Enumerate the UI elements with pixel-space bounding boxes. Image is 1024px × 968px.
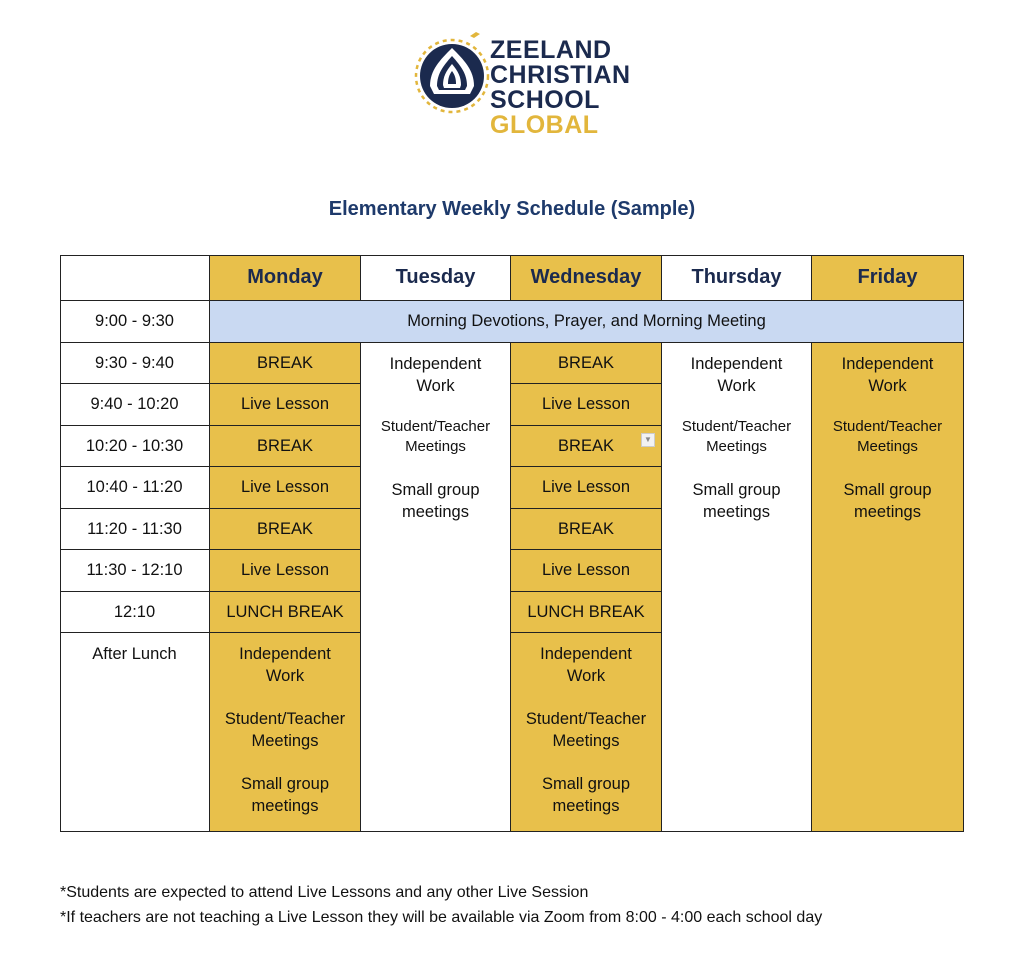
- cell-text: Small group: [391, 481, 480, 499]
- cell-text: Independent: [690, 355, 783, 373]
- cell-text: Student/Teacher: [380, 418, 491, 435]
- cell-text: meetings: [552, 797, 620, 815]
- time-cell: 11:30 - 12:10: [60, 550, 210, 592]
- time-cell: 9:00 - 9:30: [60, 301, 210, 343]
- cell-text: Meetings: [405, 438, 466, 455]
- cell-text: meetings: [251, 797, 319, 815]
- session-cell: BREAK: [210, 343, 361, 384]
- cell-text: BREAK: [558, 436, 614, 455]
- open-day-cell-tuesday: [361, 343, 511, 832]
- cell-text: Student/Teacher: [832, 418, 943, 435]
- cell-text: Student/Teacher: [525, 710, 647, 728]
- logo-text-line: ZEELAND: [490, 36, 612, 64]
- cell-text: meetings: [402, 503, 469, 521]
- day-header-thursday: Thursday: [662, 255, 812, 301]
- day-header-tuesday: Tuesday: [361, 255, 511, 301]
- after-lunch-cell: [210, 633, 361, 832]
- time-cell: 10:20 - 10:30: [60, 426, 210, 467]
- cell-text: Small group: [843, 481, 932, 499]
- session-cell: Live Lesson: [210, 550, 361, 592]
- cell-text: Small group: [692, 481, 781, 499]
- cell-text: Small group: [541, 775, 631, 793]
- time-cell: 11:20 - 11:30: [60, 509, 210, 550]
- session-cell: [511, 426, 662, 467]
- cell-text: Independent: [389, 355, 482, 373]
- session-cell: Live Lesson: [210, 384, 361, 426]
- cell-text: Work: [416, 377, 455, 395]
- dropdown-arrow-icon[interactable]: ▼: [641, 433, 655, 447]
- time-cell: 9:40 - 10:20: [60, 384, 210, 426]
- time-cell: 12:10: [60, 592, 210, 633]
- session-cell: BREAK: [210, 426, 361, 467]
- cell-text: Student/Teacher: [224, 710, 346, 728]
- cell-text: Work: [717, 377, 756, 395]
- cell-text: Meetings: [706, 438, 767, 455]
- cell-text: Student/Teacher: [681, 418, 792, 435]
- cell-text: Meetings: [251, 732, 319, 750]
- session-cell: BREAK: [210, 509, 361, 550]
- schedule-table: [60, 255, 964, 832]
- corner-cell: [60, 255, 210, 301]
- morning-meeting-cell: Morning Devotions, Prayer, and Morning Meeting: [210, 301, 964, 343]
- session-cell: Live Lesson: [511, 550, 662, 592]
- session-cell: LUNCH BREAK: [210, 592, 361, 633]
- footnote: *Students are expected to attend Live Lessons and any other Live Session: [60, 884, 589, 901]
- time-cell: 10:40 - 11:20: [60, 467, 210, 509]
- day-header-wednesday: Wednesday: [511, 255, 662, 301]
- session-cell: LUNCH BREAK: [511, 592, 662, 633]
- day-header-monday: Monday: [210, 255, 361, 301]
- session-cell: BREAK: [511, 509, 662, 550]
- cell-text: Work: [265, 667, 305, 685]
- footnote: *If teachers are not teaching a Live Lesson they will be available via Zoom from 8:00 - 4:00 each school day: [60, 909, 823, 926]
- session-cell: Live Lesson: [210, 467, 361, 509]
- open-day-cell-thursday: [662, 343, 812, 832]
- page-title: Elementary Weekly Schedule (Sample): [328, 198, 696, 220]
- cell-text: meetings: [703, 503, 770, 521]
- cell-text: meetings: [854, 503, 921, 521]
- time-label: After Lunch: [92, 645, 177, 663]
- session-cell: Live Lesson: [511, 384, 662, 426]
- cell-text: Independent: [841, 355, 934, 373]
- cell-text: Meetings: [857, 438, 918, 455]
- cell-text: Independent: [239, 645, 331, 663]
- time-cell: [60, 633, 210, 832]
- after-lunch-cell: [511, 633, 662, 832]
- cell-text: Meetings: [552, 732, 620, 750]
- session-cell: Live Lesson: [511, 467, 662, 509]
- cell-text: Work: [868, 377, 907, 395]
- open-day-cell-friday: [812, 343, 964, 832]
- session-cell: BREAK: [511, 343, 662, 384]
- day-header-friday: Friday: [812, 255, 964, 301]
- logo-text-line: CHRISTIAN: [490, 61, 631, 89]
- logo-text-line: GLOBAL: [490, 111, 599, 139]
- school-emblem-icon: [410, 26, 490, 126]
- cell-text: Independent: [540, 645, 632, 663]
- time-cell: 9:30 - 9:40: [60, 343, 210, 384]
- cell-text: Small group: [240, 775, 330, 793]
- cell-text: Work: [566, 667, 606, 685]
- school-logo: [410, 26, 630, 138]
- logo-text-line: SCHOOL: [490, 86, 600, 114]
